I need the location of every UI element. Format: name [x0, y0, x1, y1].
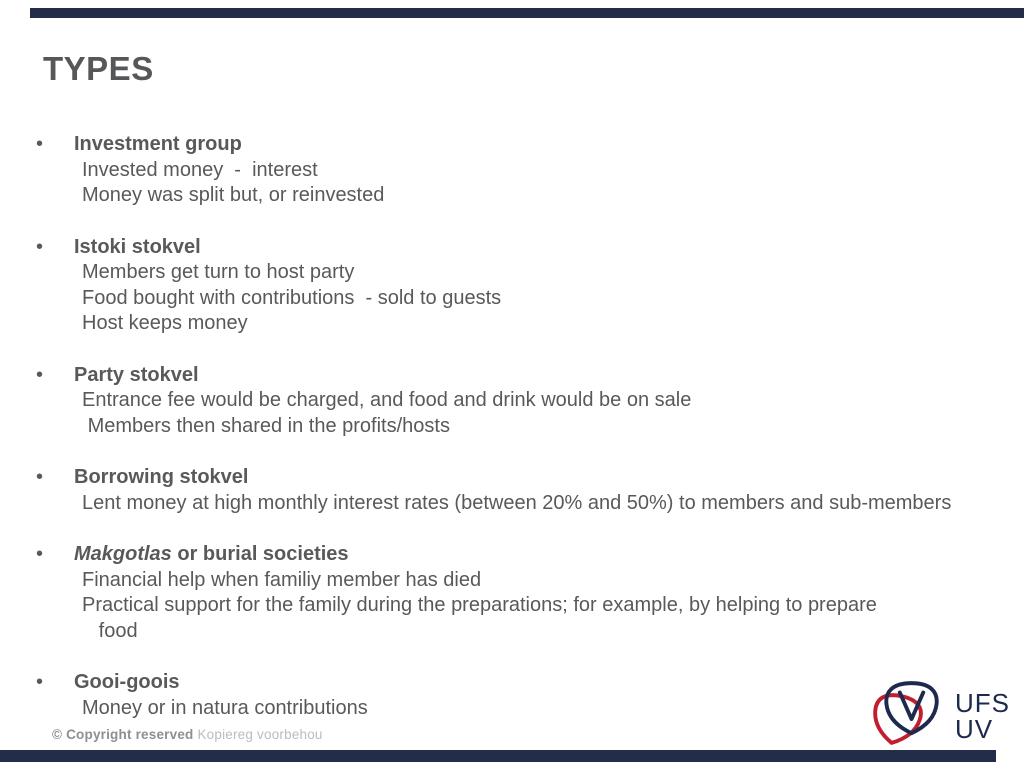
section-heading: Istoki stokvel — [74, 235, 201, 258]
bullet-glyph: • — [36, 363, 44, 386]
bullet-glyph: • — [36, 133, 44, 155]
bullet-section — [30, 132, 1020, 209]
copyright-text-afrikaans: Kopiereg voorbehou — [197, 727, 323, 742]
section-heading: Investment group — [74, 133, 242, 155]
section-heading: Borrowing stokvel — [74, 466, 249, 488]
section-line: Money or in natura contributions — [82, 696, 368, 719]
section-heading: Party stokvel — [74, 363, 199, 386]
section-line: Lent money at high monthly interest rates (between 20% and 50%) to members and sub-members — [82, 491, 952, 514]
section-line: Host keeps money — [82, 312, 248, 334]
section-line: Food bought with contributions - sold to guests — [82, 286, 502, 309]
bullet-glyph: • — [36, 235, 44, 258]
bullet-section — [30, 542, 1020, 644]
section-line: Members then shared in the profits/hosts — [82, 414, 450, 437]
bullet-section — [30, 235, 1020, 337]
bullet-glyph: • — [36, 671, 44, 693]
ufs-logo-mark — [864, 680, 952, 752]
copyright-text: © Copyright reserved — [52, 727, 194, 742]
section-heading-italic: Makgotlas — [74, 543, 172, 565]
section-heading: Gooi-goois — [74, 671, 180, 693]
bottom-accent-bar — [0, 750, 996, 762]
section-line: Practical support for the family during the preparations; for example, by helping to prepare — [82, 594, 877, 616]
bullet-glyph: • — [36, 466, 44, 488]
section-heading-row — [30, 465, 1020, 491]
section-heading: Makgotlas or burial societies — [74, 543, 349, 565]
page-title: TYPES — [43, 50, 154, 87]
section-line: Members get turn to host party — [82, 261, 355, 283]
section-heading-row — [30, 235, 1020, 261]
ufs-logo — [864, 680, 1014, 752]
ufs-logo-line1: UFS — [955, 688, 1010, 718]
section-line: Invested money - interest — [82, 158, 318, 181]
section-line: Entrance fee would be charged, and food and drink would be on sale — [82, 389, 692, 411]
copyright-line — [52, 727, 323, 742]
section-heading-row — [30, 363, 1020, 389]
section-heading-row — [30, 542, 1020, 568]
section-line: Money was split but, or reinvested — [82, 184, 385, 206]
bullet-glyph: • — [36, 543, 44, 565]
top-accent-bar — [30, 8, 1024, 18]
ufs-logo-text — [955, 690, 1010, 742]
section-line: food — [82, 619, 138, 642]
bullet-section — [30, 363, 1020, 440]
bullet-list — [30, 132, 1020, 721]
ufs-logo-line2: UV — [955, 714, 994, 744]
bullet-section — [30, 465, 1020, 516]
section-line: Financial help when familiy member has died — [82, 568, 482, 591]
section-heading-row — [30, 132, 1020, 158]
